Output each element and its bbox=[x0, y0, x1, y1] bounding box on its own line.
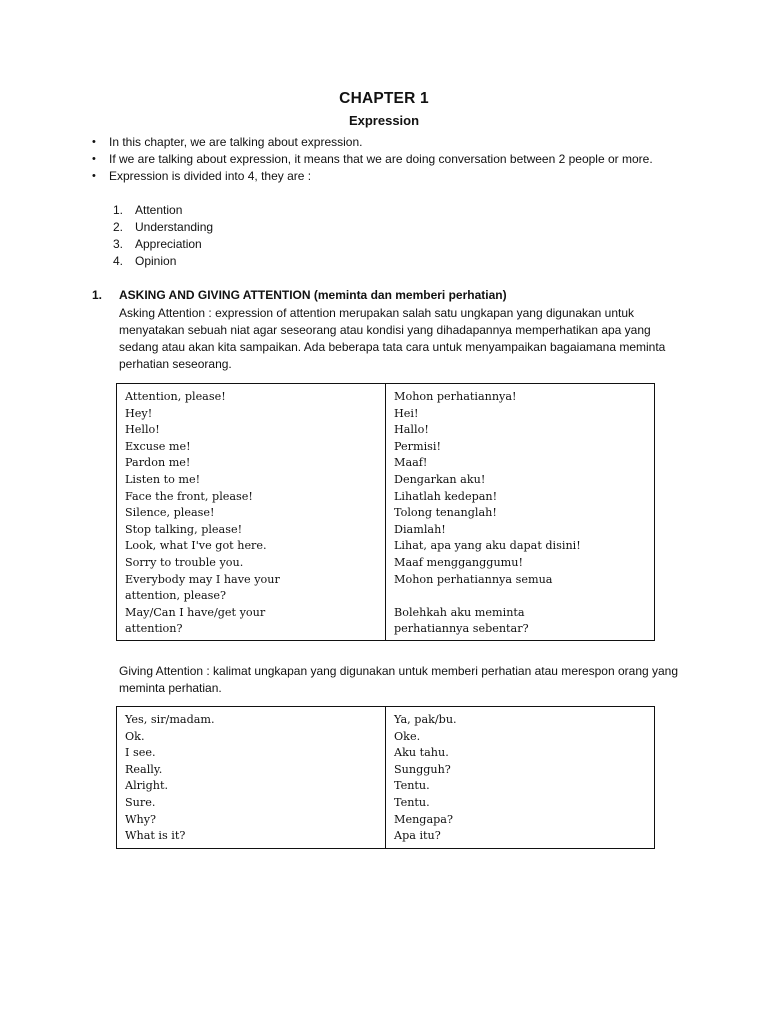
list-number: 3. bbox=[113, 237, 124, 251]
table-cell-line: Stop talking, please! bbox=[125, 522, 243, 536]
table-cell-line: Silence, please! bbox=[125, 506, 215, 520]
list-label: Appreciation bbox=[135, 237, 202, 251]
table-cell-line: Mengapa? bbox=[394, 812, 453, 826]
list-label: Attention bbox=[135, 203, 183, 217]
indonesian-column bbox=[386, 384, 655, 641]
list-number: 2. bbox=[113, 220, 124, 234]
table-cell-line: Maaf mengganggumu! bbox=[394, 555, 523, 569]
table-cell-line: Maaf! bbox=[394, 456, 428, 470]
table-cell-line: Excuse me! bbox=[125, 439, 191, 453]
table-cell-line: Alright. bbox=[125, 779, 169, 793]
table-cell-line: Tolong tenanglah! bbox=[394, 506, 497, 520]
table-cell-line: Ok. bbox=[125, 729, 145, 743]
table-cell-line: Hello! bbox=[125, 423, 160, 437]
bullet-icon: • bbox=[92, 170, 96, 182]
giving-attention-table bbox=[116, 706, 655, 849]
table-cell-line: Yes, sir/madam. bbox=[125, 713, 215, 726]
bullet-item bbox=[92, 151, 692, 168]
intro-bullet-list bbox=[92, 134, 692, 185]
list-item bbox=[113, 253, 213, 270]
table-cell-line: Permisi! bbox=[394, 439, 441, 453]
indonesian-column bbox=[386, 707, 655, 849]
english-column bbox=[117, 384, 386, 641]
section-number: 1. bbox=[92, 288, 103, 302]
english-column bbox=[117, 707, 386, 849]
table-cell-line: Hallo! bbox=[394, 423, 429, 437]
table-cell-blank-line bbox=[394, 588, 647, 605]
table-cell-line: Tentu. bbox=[394, 795, 430, 809]
table-cell-line: Diamlah! bbox=[394, 522, 446, 536]
table-cell-line: perhatiannya sebentar? bbox=[394, 622, 529, 636]
list-number: 1. bbox=[113, 203, 124, 217]
table-cell-line: Listen to me! bbox=[125, 472, 201, 486]
bullet-text: In this chapter, we are talking about expression. bbox=[109, 135, 363, 149]
section-heading: ASKING AND GIVING ATTENTION (meminta dan memberi perhatian) bbox=[119, 288, 507, 302]
list-label: Understanding bbox=[135, 220, 214, 234]
chapter-title: CHAPTER 1 bbox=[339, 90, 429, 107]
table-cell-line: Mohon perhatiannya semua bbox=[394, 572, 553, 586]
bullet-text: Expression is divided into 4, they are : bbox=[109, 169, 312, 183]
bullet-item bbox=[92, 168, 692, 185]
list-number: 4. bbox=[113, 254, 124, 268]
list-item bbox=[113, 219, 213, 236]
table-cell-line: Tentu. bbox=[394, 779, 430, 793]
table-cell-line: Bolehkah aku meminta bbox=[394, 605, 525, 619]
expression-type-list bbox=[113, 202, 213, 270]
table-cell-line: Sungguh? bbox=[394, 762, 451, 776]
table-cell-line: Ya, pak/bu. bbox=[394, 713, 457, 726]
bullet-item bbox=[92, 134, 692, 151]
table-cell-line: Why? bbox=[125, 812, 157, 826]
table-cell-line: Lihat, apa yang aku dapat disini! bbox=[394, 539, 581, 553]
chapter-subtitle: Expression bbox=[348, 113, 420, 128]
table-row bbox=[117, 707, 655, 849]
table-cell-line: Dengarkan aku! bbox=[394, 472, 486, 486]
asking-attention-table bbox=[116, 383, 655, 641]
list-item bbox=[113, 236, 213, 253]
giving-attention-paragraph: Giving Attention : kalimat ungkapan yang digunakan untuk memberi perhatian atau merespon orang yang meminta perhatian. bbox=[119, 664, 679, 695]
table-cell-line: What is it? bbox=[125, 829, 186, 843]
table-cell-line: Sorry to trouble you. bbox=[125, 555, 244, 569]
table-cell-line: attention? bbox=[125, 622, 183, 636]
table-cell-line: Apa itu? bbox=[394, 829, 441, 843]
table-cell-line: Everybody may I have your bbox=[125, 572, 280, 586]
table-cell-line: I see. bbox=[125, 746, 156, 760]
table-cell-line: Hei! bbox=[394, 406, 419, 420]
list-item bbox=[113, 202, 213, 219]
table-cell-line: Sure. bbox=[125, 795, 156, 809]
asking-attention-paragraph bbox=[119, 305, 679, 373]
bullet-text: If we are talking about expression, it means that we are doing conversation between 2 people or more. bbox=[109, 152, 653, 166]
table-cell-line: Lihatlah kedepan! bbox=[394, 489, 498, 503]
asking-attention-text: expression of attention merupakan salah satu ungkapan yang digunakan untuk menyatakan sebuah niat agar seseorang atau kondisi yang dihadapannya memperhatikan apa yang sedang atau akan kita sampaikan. Ada beberapa tata cara untuk menyampaikan bagaiamana meminta perhatian seseorang. bbox=[119, 306, 666, 371]
bullet-icon: • bbox=[92, 153, 96, 165]
list-label: Opinion bbox=[135, 254, 177, 268]
bullet-icon: • bbox=[92, 136, 96, 148]
table-cell-line: Attention, please! bbox=[125, 390, 226, 403]
table-cell-line: Oke. bbox=[394, 729, 421, 743]
table-cell-line: Hey! bbox=[125, 406, 153, 420]
table-cell-line: Face the front, please! bbox=[125, 489, 253, 503]
table-row bbox=[117, 384, 655, 641]
table-cell-line: Pardon me! bbox=[125, 456, 191, 470]
table-cell-line: Aku tahu. bbox=[394, 746, 449, 760]
table-cell-line: Mohon perhatiannya! bbox=[394, 390, 517, 403]
asking-attention-label: Asking Attention : bbox=[119, 306, 212, 320]
table-cell-line: May/Can I have/get your bbox=[125, 605, 266, 619]
table-cell-line: Look, what I've got here. bbox=[125, 539, 267, 553]
table-cell-line: Really. bbox=[125, 762, 163, 776]
table-cell-line: attention, please? bbox=[125, 589, 227, 603]
